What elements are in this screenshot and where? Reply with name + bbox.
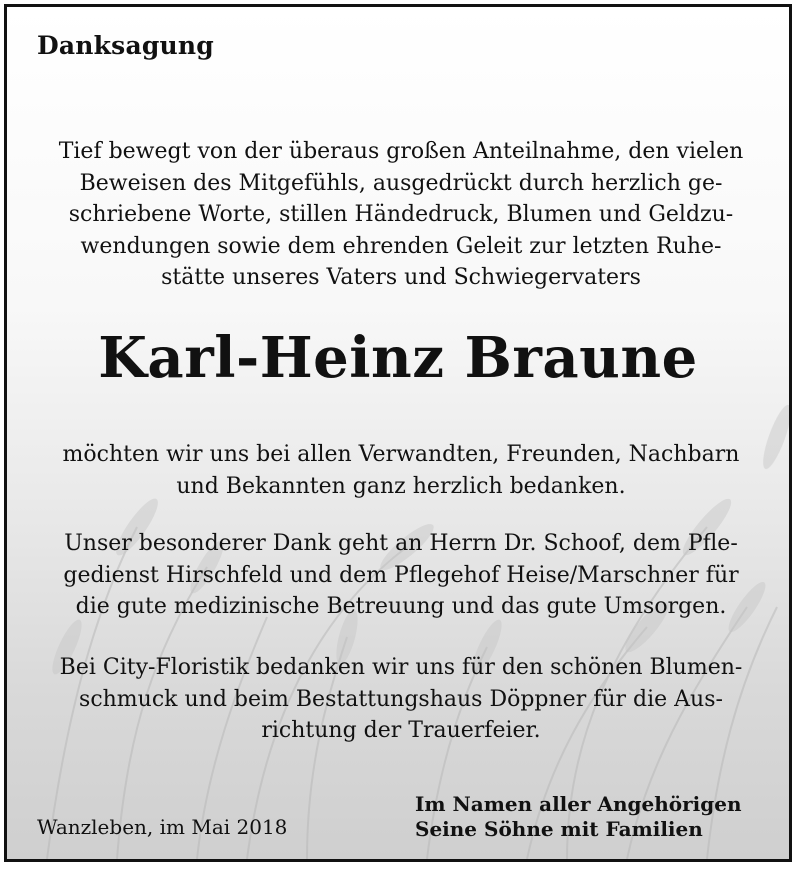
- deceased-name: Karl-Heinz Braune: [98, 325, 698, 391]
- notice-heading: Danksagung: [37, 31, 214, 60]
- florist-thanks-paragraph: [27, 652, 775, 747]
- signature-line: Im Namen aller Angehörigen: [415, 792, 742, 816]
- special-thanks-line: gedienst Hirschfeld und dem Pflegehof Heise/Marschner für: [63, 562, 739, 588]
- florist-thanks-line: richtung der Trauerfeier.: [261, 718, 541, 743]
- intro-line: Tief bewegt von der überaus großen Anteilnahme, den vielen: [58, 139, 744, 164]
- thanks-line: und Bekannten ganz herzlich bedanken.: [176, 473, 626, 499]
- florist-thanks-line: Bei City-Floristik bedanken wir uns für den schönen Blumen-: [59, 655, 743, 680]
- special-thanks-line: die gute medizinische Betreuung und das gute Umsorgen.: [75, 594, 727, 619]
- special-thanks-line: Unser besonderer Dank geht an Herrn Dr. Schoof, dem Pfle-: [64, 531, 738, 556]
- florist-thanks-line: schmuck und beim Bestattungshaus Döppner für die Aus-: [79, 686, 723, 712]
- intro-line: schriebene Worte, stillen Händedruck, Blumen und Geldzu-: [68, 202, 734, 227]
- signature-block: [415, 792, 742, 842]
- thanks-paragraph: [27, 439, 775, 502]
- special-thanks-paragraph: [27, 528, 775, 623]
- intro-line: wendungen sowie dem ehrenden Geleit zur letzten Ruhe-: [80, 233, 722, 259]
- thanks-line: möchten wir uns bei allen Verwandten, Freunden, Nachbarn: [62, 442, 740, 467]
- notice-content: [7, 7, 789, 859]
- intro-line: Beweisen des Mitgefühls, ausgedrückt durch herzlich ge-: [79, 170, 723, 196]
- intro-line: stätte unseres Vaters und Schwiegervaters: [161, 265, 641, 290]
- intro-paragraph: [27, 136, 775, 294]
- place-date: Wanzleben, im Mai 2018: [37, 815, 288, 839]
- obituary-notice: [4, 4, 792, 862]
- signature-line: Seine Söhne mit Familien: [415, 817, 703, 841]
